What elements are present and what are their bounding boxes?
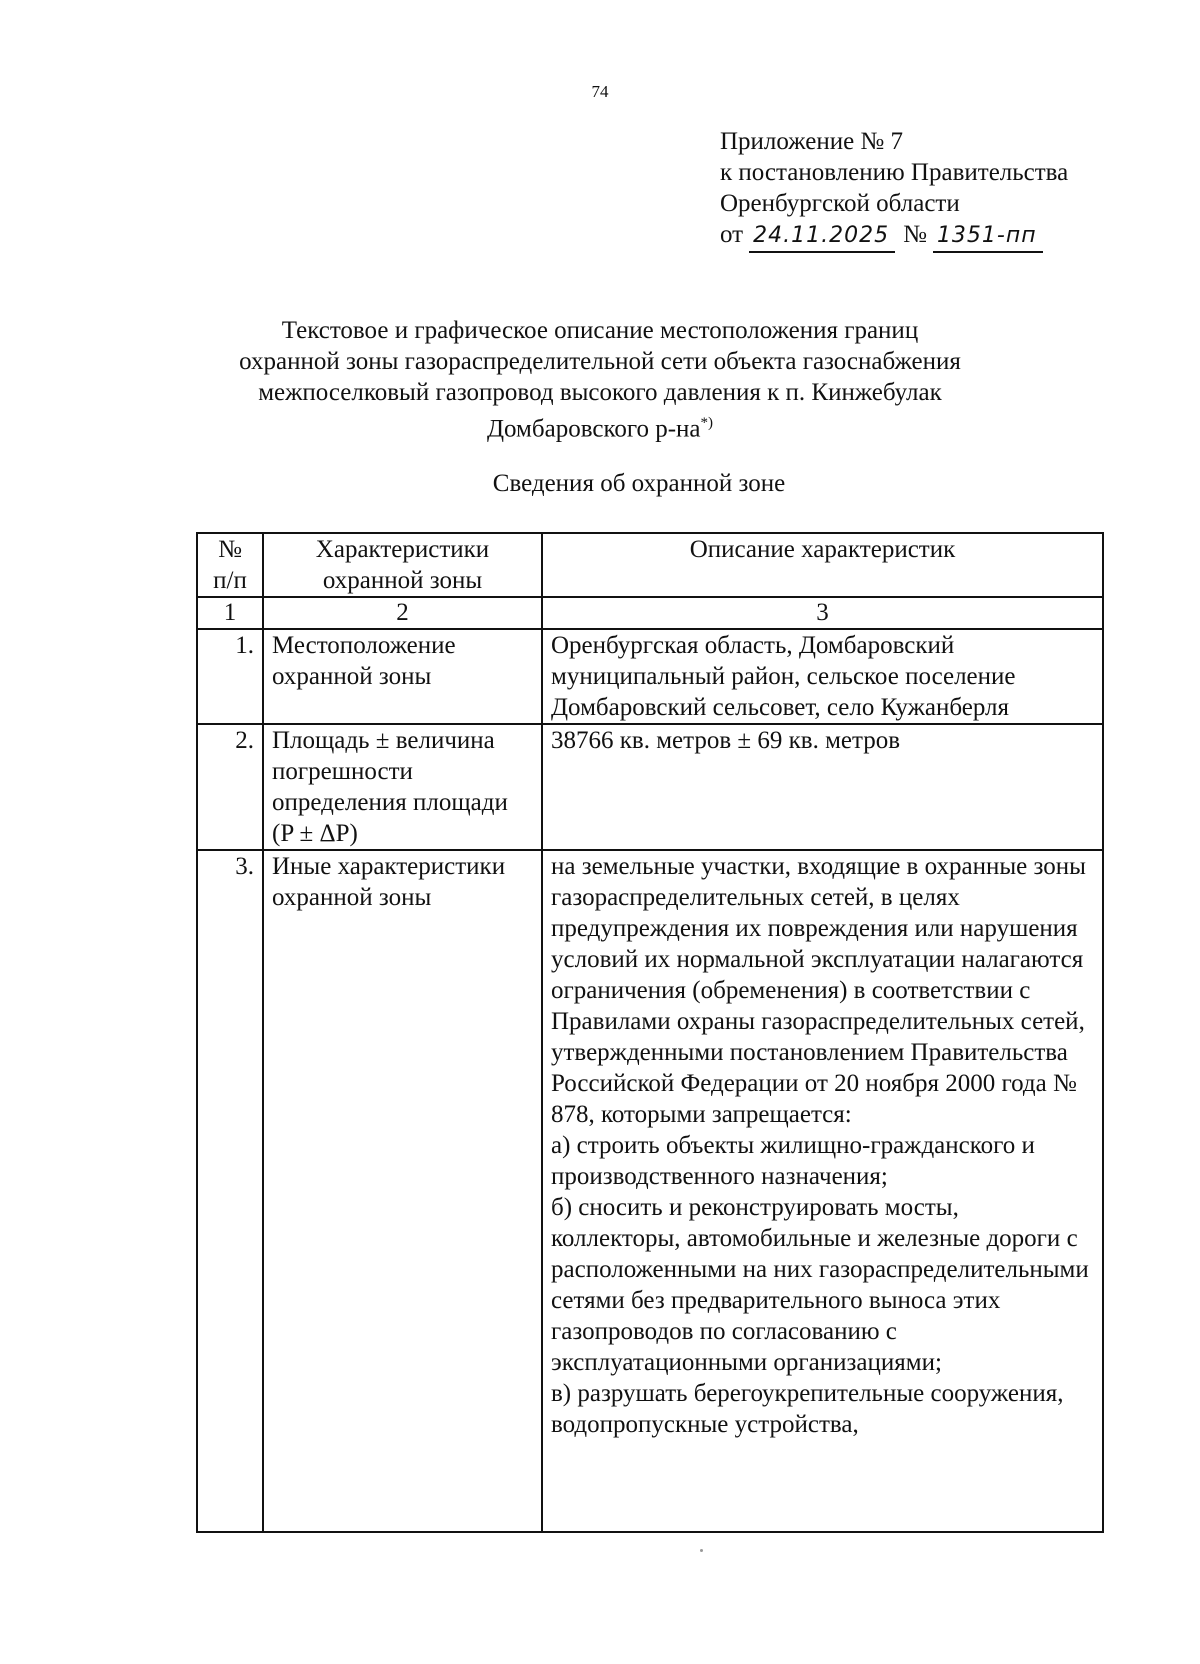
table-row [197,724,1103,850]
header-cell-characteristic: Характеристики охранной зоны [263,533,542,597]
appendix-line-1: Приложение № 7 [720,128,904,155]
scan-speck [700,1549,703,1552]
document-title [0,315,1200,444]
appendix-block [720,126,1068,253]
table-column-numbers-row [197,597,1103,629]
row-characteristic: Площадь ± величина погрешности определения площади (P ± ΔP) [263,724,542,850]
column-number-1: 1 [197,597,263,629]
row-number: 2. [197,724,263,850]
description-paragraph: 38766 кв. метров ± 69 кв. метров [551,727,901,754]
row-characteristic: Иные характеристики охранной зоны [263,850,542,1532]
appendix-date-number-line [720,219,1068,253]
title-line-4-text: Домбаровского р-на [486,415,701,443]
row-number: 3. [197,850,263,1532]
description-paragraph: Оренбургская область, Домбаровский муниципальный район, сельское поселение Домбаровский сельсовет, село Кужанберля [551,632,1016,721]
section-heading: Сведения об охранной зоне [492,470,786,497]
number-prefix: № [903,221,927,248]
description-paragraph: на земельные участки, входящие в охранные зоны газораспределительных сетей, в целях предупреждения их повреждения или нарушения условий их нормальной эксплуатации налагаются ограничения (обременения) в соответствии с Правилами охраны газораспределительных сетей, утвержденными постановлением Правительства Российской Федерации от 20 ноября 2000 года № 878, которыми запрещается: [551,853,1086,1128]
header-cell-description: Описание характеристик [542,533,1103,597]
description-paragraph: в) разрушать берегоукрепительные сооружения, водопропускные устройства, [551,1380,1064,1438]
title-line-2: охранной зоны газораспределительной сети объекта газоснабжения [239,348,961,375]
protection-zone-table [196,532,1104,1533]
row-characteristic: Местоположение охранной зоны [263,629,542,724]
date-prefix: от [720,221,744,248]
description-paragraph: а) строить объекты жилищно-гражданского и производственного назначения; [551,1132,1035,1190]
table-row [197,850,1103,1532]
page-number: 74 [591,82,609,101]
title-line-4 [0,408,1200,444]
handwritten-date: 24.11.2025 [749,220,895,253]
table-header-row [197,533,1103,597]
appendix-line-3: Оренбургской области [720,190,960,217]
appendix-line-2: к постановлению Правительства [720,159,1069,186]
table-row [197,629,1103,724]
row-number: 1. [197,629,263,724]
row-description [542,724,1103,850]
column-number-3: 3 [542,597,1103,629]
description-paragraph: б) сносить и реконструировать мосты, коллекторы, автомобильные и железные дороги с расположенными на них газораспределительными сетями без предварительного выноса этих газопроводов по согласованию с эксплуатационными организациями; [551,1194,1089,1376]
title-line-1: Текстовое и графическое описание местоположения границ [281,317,919,344]
handwritten-number: 1351-пп [933,220,1043,253]
title-line-3: межпоселковый газопровод высокого давления к п. Кинжебулак [258,379,942,406]
footnote-mark: *) [700,415,714,431]
row-description [542,850,1103,1532]
header-cell-number: № п/п [197,533,263,597]
column-number-2: 2 [263,597,542,629]
row-description [542,629,1103,724]
